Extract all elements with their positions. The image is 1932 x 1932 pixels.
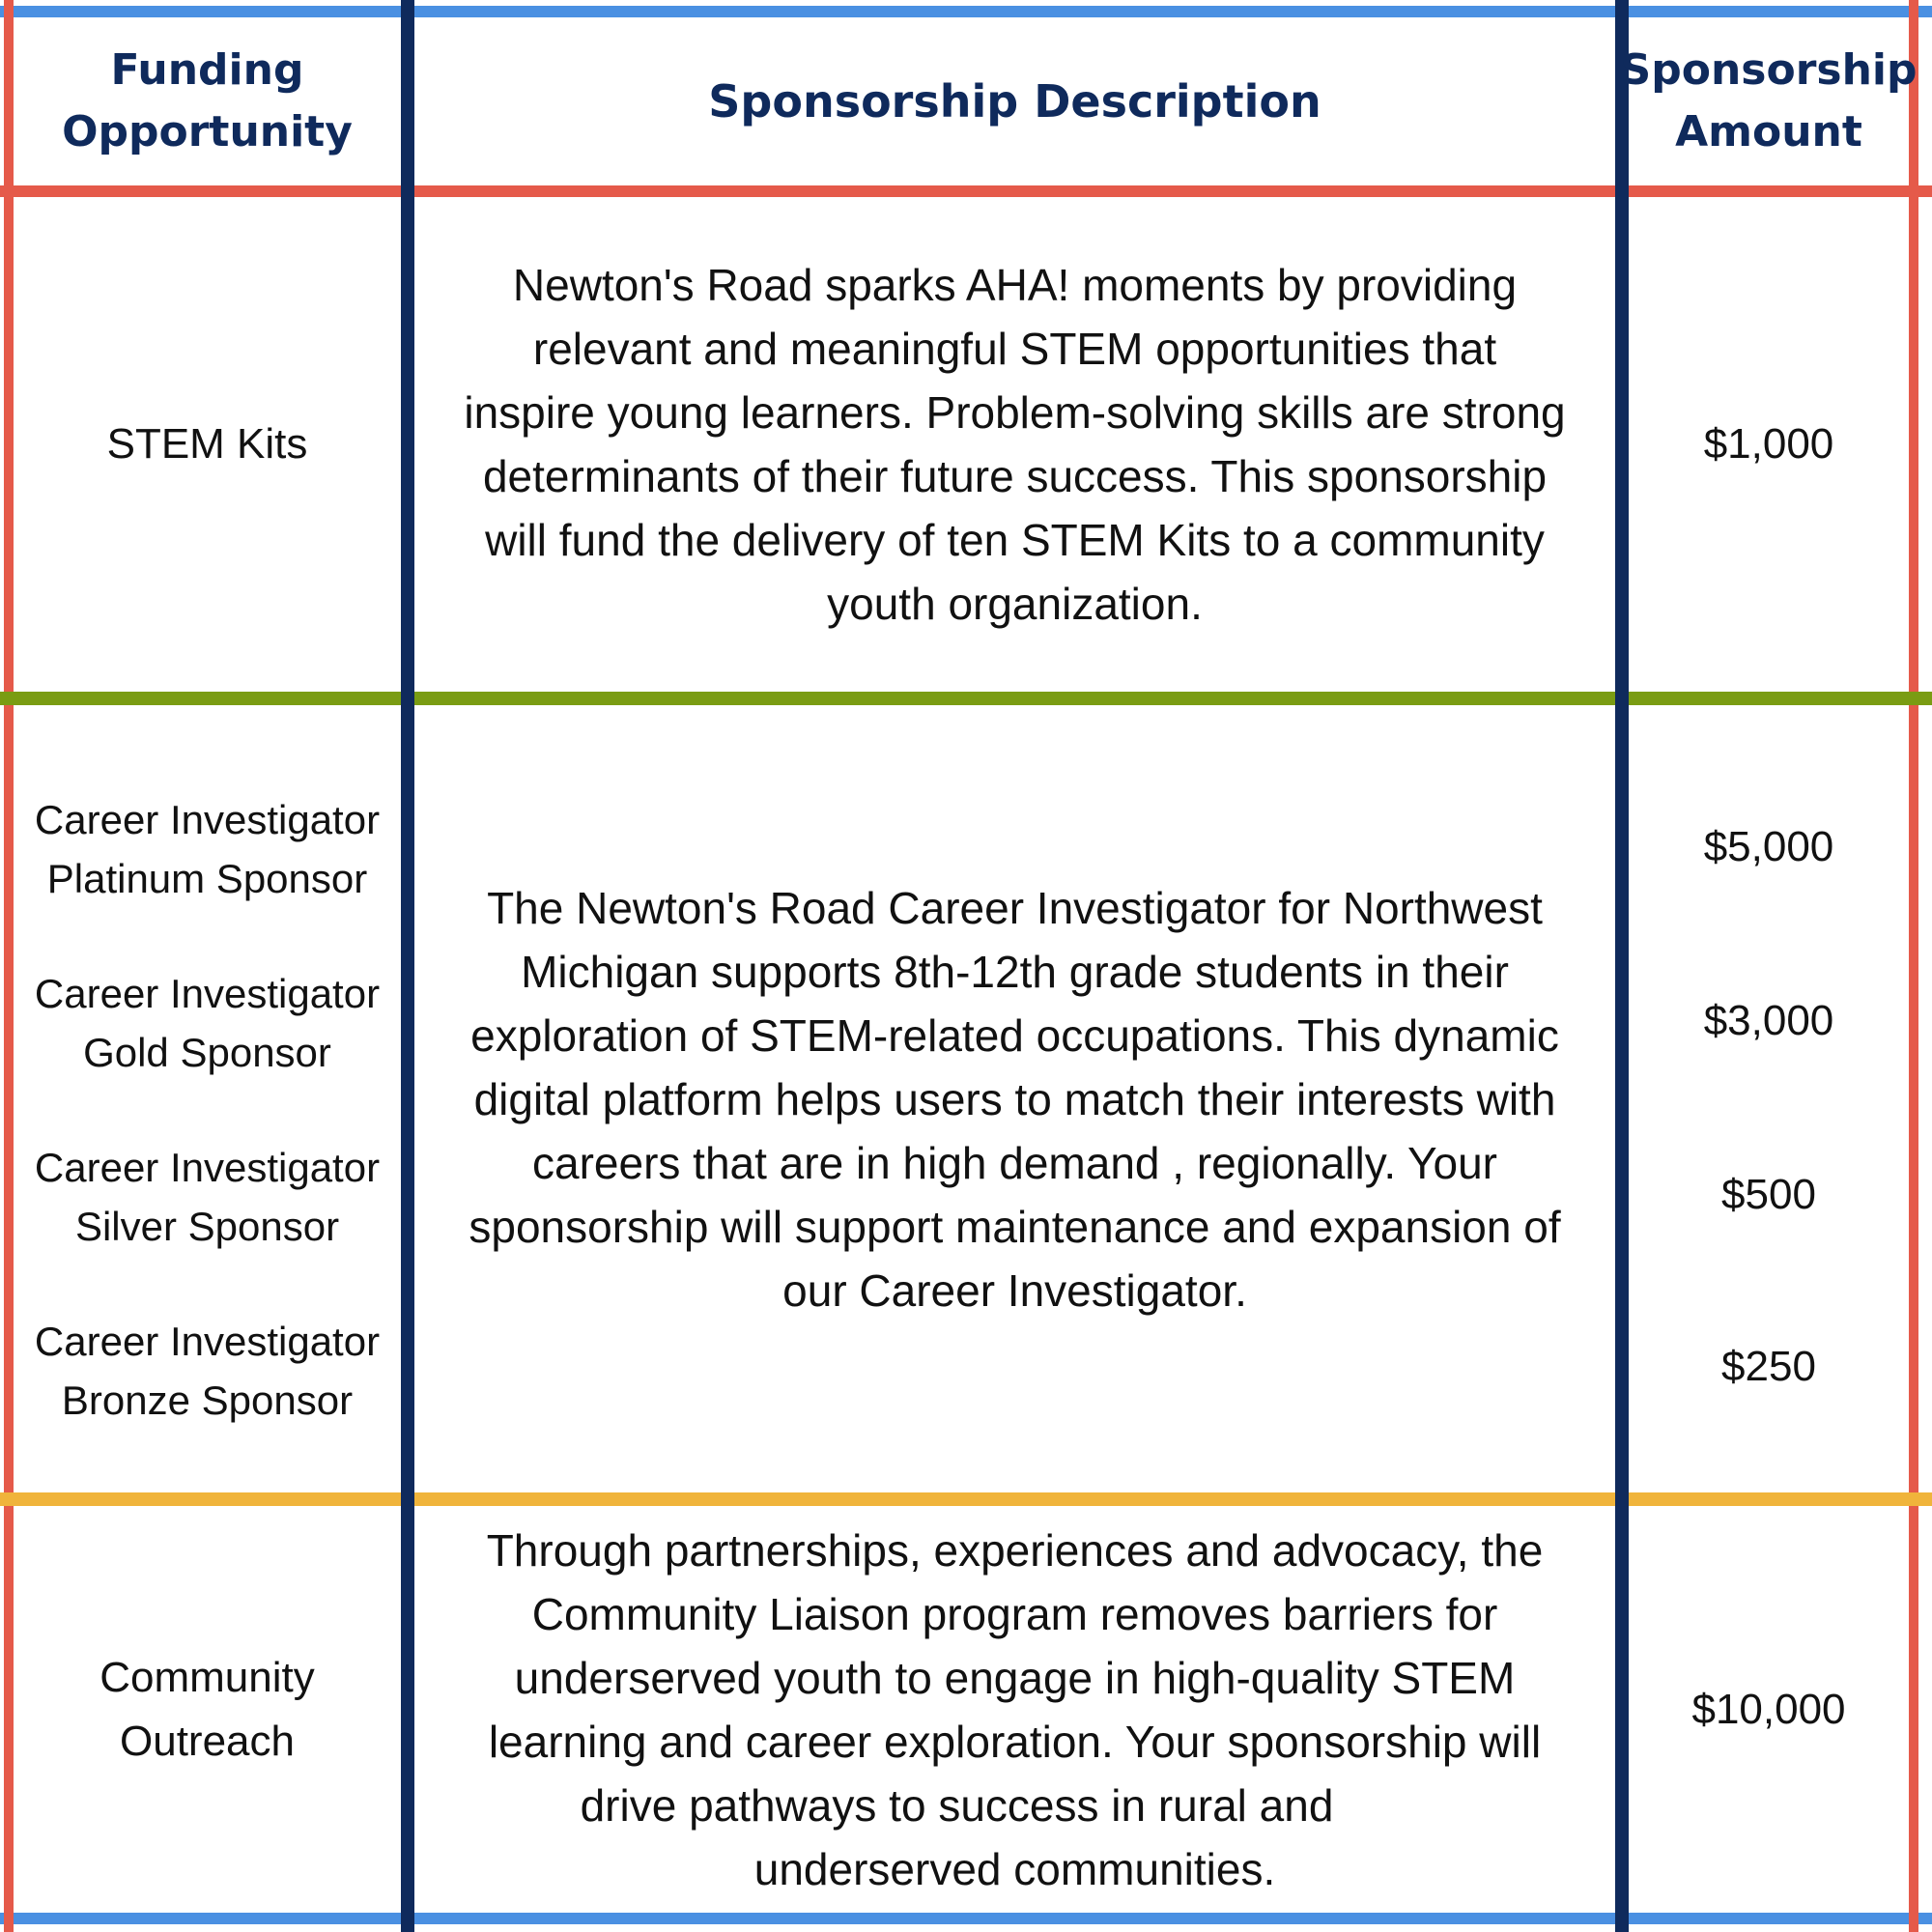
opportunity-line: Bronze Sponsor — [61, 1378, 354, 1423]
opportunity-line: Career Investigator — [34, 1145, 381, 1190]
row1-description — [414, 197, 1615, 692]
description-line: Newton's Road sparks AHA! moments by providing — [512, 260, 1518, 310]
opportunity-line: Platinum Sponsor — [46, 856, 368, 901]
amount-value: $10,000 — [1691, 1685, 1846, 1733]
header-line: Opportunity — [62, 107, 353, 156]
opportunity-line: Career Investigator — [34, 1319, 381, 1364]
description-line: digital platform helps users to match their interests with — [473, 1073, 1556, 1124]
opportunity-line: Gold Sponsor — [83, 1030, 331, 1075]
description-line: exploration of STEM-related occupations. This dynamic — [470, 1009, 1559, 1061]
row1-divider — [0, 692, 1932, 705]
column-divider-right — [1615, 0, 1629, 1932]
description-line: drive pathways to success in rural and — [580, 1779, 1334, 1831]
description-line: underserved youth to engage in high-quality STEM — [514, 1652, 1516, 1703]
header-line: Funding — [110, 45, 304, 95]
row3-amount — [1629, 1506, 1909, 1913]
header-line: Sponsorship — [1620, 45, 1918, 95]
row3-description — [414, 1506, 1615, 1913]
top-border — [0, 6, 1932, 17]
opportunity-line: Silver Sponsor — [74, 1204, 340, 1249]
opportunity-line: Outreach — [120, 1717, 295, 1765]
description-line: learning and career exploration. Your sponsorship will — [488, 1716, 1542, 1767]
description-line: determinants of their future success. This sponsorship — [482, 451, 1548, 501]
row2-opportunity-platinum — [14, 790, 401, 908]
description-line: inspire young learners. Problem-solving skills are strong — [464, 387, 1566, 438]
description-line: relevant and meaningful STEM opportunities that — [532, 324, 1497, 374]
row2-amount-bronze: $250 — [1721, 1343, 1816, 1390]
description-line: careers that are in high demand , regionally. Your — [532, 1137, 1497, 1188]
header-sponsorship-description — [414, 17, 1615, 185]
header-funding-opportunity — [14, 17, 401, 185]
description-line: Michigan supports 8th-12th grade students in their — [521, 946, 1509, 997]
row2-opportunity-bronze — [14, 1312, 401, 1430]
left-border — [4, 0, 14, 1932]
row1-amount — [1629, 197, 1909, 692]
opportunity-line: Career Investigator — [34, 971, 381, 1016]
row2-opportunity-silver — [14, 1138, 401, 1256]
row2-amount-silver: $500 — [1721, 1171, 1816, 1218]
description-line: will fund the delivery of ten STEM Kits to a community — [485, 515, 1545, 565]
row2-divider — [0, 1492, 1932, 1506]
description-line: underserved communities. — [753, 1843, 1276, 1894]
header-line: Sponsorship Description — [708, 75, 1321, 128]
description-line: The Newton's Road Career Investigator for Northwest — [487, 882, 1543, 933]
header-sponsorship-amount — [1620, 17, 1918, 185]
header-divider — [0, 185, 1932, 197]
row3-opportunity — [14, 1506, 401, 1913]
description-line: sponsorship will support maintenance and expansion of — [469, 1201, 1561, 1252]
opportunity-label: STEM Kits — [106, 420, 308, 468]
amount-value: $1,000 — [1703, 420, 1834, 468]
row2-opportunity-gold — [14, 964, 401, 1082]
header-line: Amount — [1675, 107, 1862, 156]
row2-description — [414, 705, 1615, 1492]
right-border — [1909, 0, 1918, 1932]
opportunity-line: Career Investigator — [34, 797, 381, 842]
description-line: youth organization. — [827, 579, 1203, 629]
description-line: our Career Investigator. — [782, 1264, 1247, 1316]
row2-amount-platinum: $5,000 — [1703, 823, 1834, 870]
column-divider-left — [401, 0, 414, 1932]
description-line: Community Liaison program removes barriers for — [531, 1588, 1498, 1639]
description-line: Through partnerships, experiences and advocacy, the — [486, 1524, 1544, 1576]
bottom-border — [0, 1913, 1932, 1924]
opportunity-line: Community — [99, 1653, 315, 1701]
row2-amount-gold: $3,000 — [1703, 997, 1834, 1044]
row1-opportunity — [14, 197, 401, 692]
